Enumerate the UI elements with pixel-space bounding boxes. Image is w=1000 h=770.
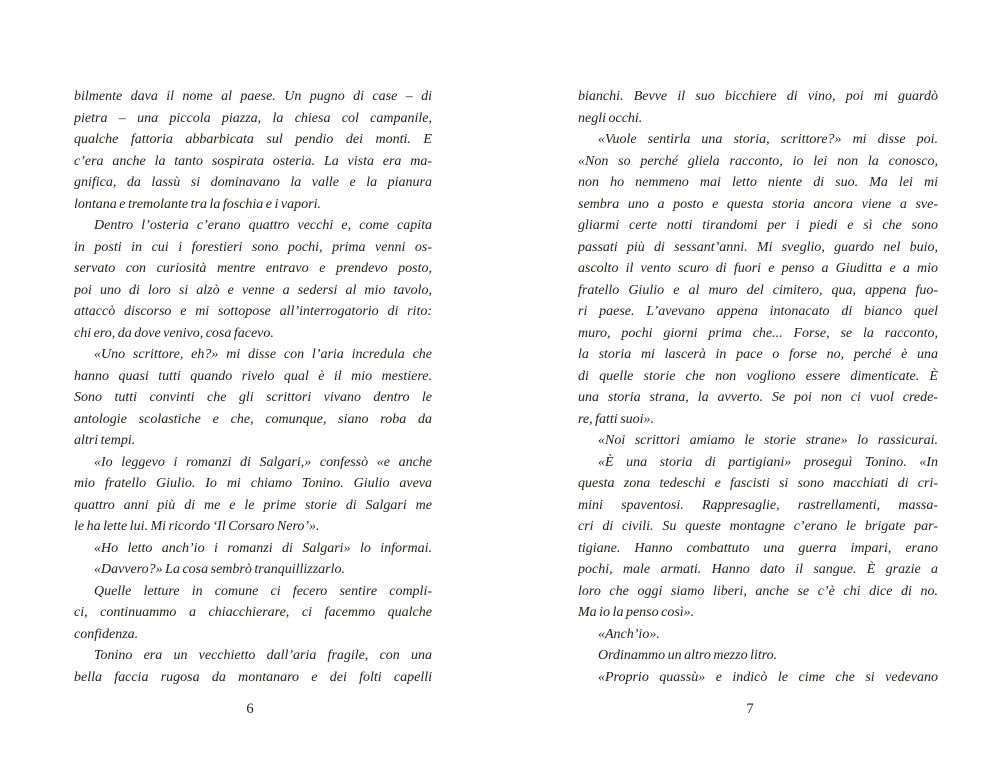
- text-line: pochi, male armati. Hanno dato il sangue. È grazie a: [578, 562, 938, 577]
- text-line: c’era anche la tanto sospirata osteria. La vista era ma-: [74, 153, 432, 169]
- text-line: le ha lette lui. Mi ricordo ‘Il Corsaro Nero’».: [74, 519, 320, 534]
- text-line: «Uno scrittore, eh?» mi disse con l’aria incredula che: [94, 347, 432, 362]
- text-line: «Ho letto anch’io i romanzi di Salgari» lo informai.: [94, 540, 432, 556]
- text-line: mio fratello Giulio. Io mi chiamo Tonino. Giulio aveva: [74, 476, 432, 491]
- right-page-text: [578, 86, 938, 688]
- text-line: servato con curiosità mentre entravo e prendevo posto,: [74, 261, 432, 276]
- text-line: una storia strana, la avverto. Se poi non ci vuol crede-: [578, 390, 938, 405]
- text-line: tigiane. Hanno combattuto una guerra impari, erano: [578, 540, 938, 556]
- text-line: Ordinammo un altro mezzo litro.: [598, 648, 778, 663]
- text-line: «Proprio quassù» e indicò le cime che si vedevano: [598, 669, 938, 685]
- text-line: attaccò discorso e mi sottopose all’interrogatorio di rito:: [74, 304, 432, 319]
- text-line: Tonino era un vecchietto dall’aria fragile, con una: [94, 648, 432, 663]
- text-line: ascolto il vento scuro di fuori e penso a Giuditta e a mio: [578, 261, 938, 276]
- text-line: Dentro l’osteria c’erano quattro vecchi e, come capita: [94, 218, 432, 233]
- right-page-number: 7: [746, 701, 754, 717]
- text-line: «Io leggevo i romanzi di Salgari,» confessò «e anche: [94, 454, 432, 470]
- text-line: «È una storia di partigiani» proseguì Tonino. «In: [598, 454, 938, 470]
- text-line: antologie scolastiche e che, comunque, siano roba da: [74, 411, 432, 427]
- text-line: poi uno di loro si alzò e venne a sedersi al mio tavolo,: [74, 282, 432, 298]
- text-line: gliarmi certe notti tirandomi per i piedi e sì che sono: [578, 218, 938, 233]
- text-line: gnifica, da lassù si dominavano la valle e la pianura: [74, 175, 432, 190]
- text-line: passati più di sessant’anni. Mi sveglio, guardo nel buio,: [578, 239, 938, 255]
- text-line: di quelle storie che non vogliono essere dimenticate. È: [578, 368, 938, 384]
- text-line: «Noi scrittori amiamo le storie strane» lo rassicurai.: [598, 433, 938, 448]
- text-line: «Davvero?» La cosa sembrò tranquillizzarlo.: [94, 562, 345, 577]
- left-page-number: 6: [246, 701, 254, 717]
- text-line: quattro anni più di me e le prime storie di Salgari me: [74, 497, 432, 513]
- text-line: muro, pochi giorni prima che... Forse, se la racconto,: [578, 325, 938, 341]
- text-line: mini spaventosi. Rappresaglie, rastrellamenti, massa-: [578, 497, 938, 513]
- text-line: non ho nemmeno mai letto niente di suo. Ma lei mi: [578, 175, 938, 190]
- text-line: chi ero, da dove venivo, cosa facevo.: [74, 325, 274, 341]
- text-line: «Vuole sentirla una storia, scrittore?» mi disse poi.: [598, 132, 938, 147]
- text-line: altri tempi.: [74, 433, 136, 448]
- text-line: cri di civili. Su queste montagne c’erano le brigate par-: [578, 519, 938, 534]
- text-line: sembra uno a posto e questa storia ancora viene a sve-: [578, 196, 938, 212]
- text-line: «Non so perché gliela racconto, io lei non la conosco,: [578, 153, 938, 169]
- text-line: ri paese. L’avevano appena intonacato di bianco quel: [578, 304, 938, 319]
- text-line: pietra – una piccola piazza, la chiesa col campanile,: [74, 110, 432, 126]
- left-page-text: [74, 86, 432, 688]
- text-line: fratello Giulio e al muro del cimitero, qua, appena fuo-: [578, 282, 938, 298]
- text-line: loro che oggi siamo liberi, anche se c’è chi dice di no.: [578, 583, 938, 599]
- text-line: lontana e tremolante tra la foschia e i vapori.: [74, 196, 321, 212]
- text-line: confidenza.: [74, 626, 139, 642]
- text-line: Sono tutti convinti che gli scrittori vivano dentro le: [74, 390, 432, 405]
- text-line: qualche fattoria abbarbicata sul pendio dei monti. E: [74, 132, 432, 147]
- text-line: bella faccia rugosa da montanaro e dei folti capelli: [74, 669, 432, 685]
- text-line: Ma io la penso così».: [578, 605, 695, 620]
- text-line: questa zona tedeschi e fascisti si sono macchiati di cri-: [578, 476, 938, 491]
- text-line: Quelle letture in comune ci fecero sentire compli-: [94, 583, 432, 599]
- text-line: hanno quasi tutti quando rivelo qual è il mio mestiere.: [74, 368, 432, 384]
- text-line: la storia mi lascerà in pace o forse no, perché è una: [578, 347, 938, 362]
- text-line: «Anch’io».: [598, 626, 660, 642]
- text-line: negli occhi.: [578, 110, 643, 126]
- text-line: in posti in cui i forestieri sono pochi, prima venni os-: [74, 239, 432, 255]
- text-line: re, fatti suoi».: [578, 411, 655, 427]
- text-line: bianchi. Bevve il suo bicchiere di vino, poi mi guardò: [578, 89, 938, 104]
- text-line: bilmente dava il nome al paese. Un pugno di case – di: [74, 89, 432, 104]
- text-line: ci, continuammo a chiacchierare, ci facemmo qualche: [74, 605, 432, 620]
